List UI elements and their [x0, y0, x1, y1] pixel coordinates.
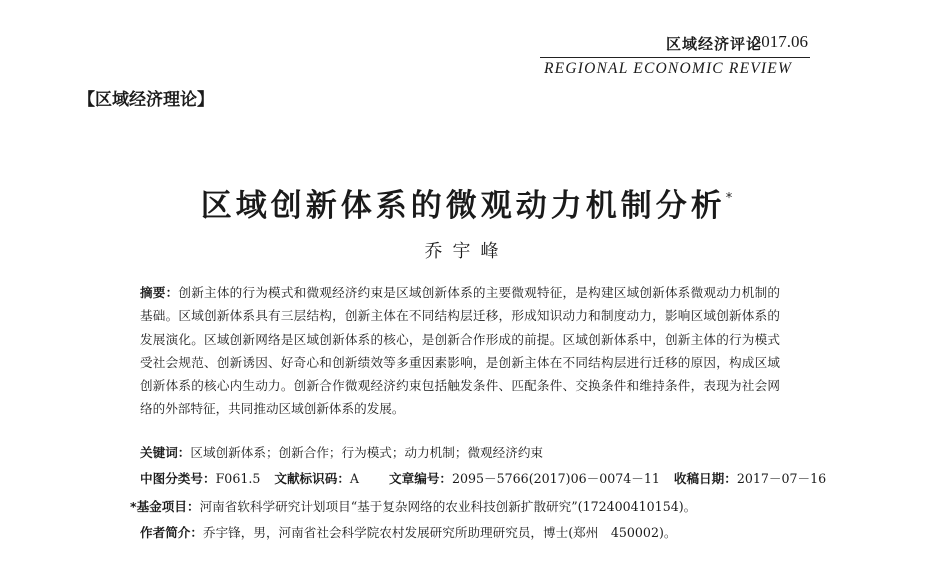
journal-name: 区域经济评论 — [665, 35, 762, 53]
keywords — [140, 442, 543, 461]
paper-author: 乔宇峰 — [424, 241, 509, 262]
fund-info — [130, 496, 696, 515]
abstract — [140, 281, 780, 421]
clc-label: 中图分类号： — [140, 471, 216, 486]
abstract-label: 摘要： — [140, 285, 179, 300]
journal-header — [540, 30, 810, 82]
journal-name-en: REGIONAL ECONOMIC REVIEW — [544, 60, 793, 77]
fund-text: 河南省软科学研究计划项目“基于复杂网络的农业科技创新扩散研究”(172400410154)。 — [199, 499, 697, 514]
doc-code-value: A — [349, 471, 360, 486]
doc-code-label: 文献标识码： — [274, 471, 350, 486]
author-bio-text: 乔宇锋，男，河南省社会科学院农村发展研究所助理研究员，博士(郑州 450002)。 — [202, 525, 677, 540]
header-rule — [540, 57, 810, 58]
clc-value: F061.5 — [215, 471, 261, 486]
keywords-label: 关键词： — [140, 445, 191, 460]
keywords-text: 区域创新体系；创新合作；行为模式；动力机制；微观经济约束 — [190, 445, 543, 460]
abstract-text: 创新主体的行为模式和微观经济约束是区域创新体系的主要微观特征，是构建区域创新体系微观动力机制的基础。区域创新体系具有三层结构，创新主体在不同结构层迁移，形成知识动力和制度动力，影响区域创新体系的发展演化。区域创新网络是区域创新体系的核心，是创新合作形成的前提。区域创新体系中，创新主体的行为模式受社会规范、创新诱因、好奇心和创新绩效等多重因素影响，是创新主体在不同结构层进行迁移的原因，构成区域创新体系的核心内生动力。创新合作微观经济约束包括触发条件、匹配条件、交换条件和维持条件，表现为社会网络的外部特征，共同推动区域创新体系的发展。 — [140, 285, 781, 417]
classification-line — [140, 468, 826, 487]
journal-issue: 2017.06 — [752, 32, 808, 51]
received-label: 收稿日期： — [673, 471, 737, 486]
paper-title-text: 区域创新体系的微观动力机制分析 — [200, 188, 726, 224]
fund-label: *基金项目： — [130, 499, 200, 514]
author-bio — [140, 522, 676, 541]
author-bio-label: 作者简介： — [140, 525, 203, 540]
received-value: 2017－07－16 — [736, 471, 827, 486]
section-tag: 【区域经济理论】 — [78, 90, 214, 110]
title-footnote-mark: * — [725, 191, 733, 206]
article-no-value: 2095－5766(2017)06－0074－11 — [452, 471, 660, 486]
article-no-label: 文章编号： — [389, 471, 452, 486]
paper-title — [0, 180, 933, 225]
